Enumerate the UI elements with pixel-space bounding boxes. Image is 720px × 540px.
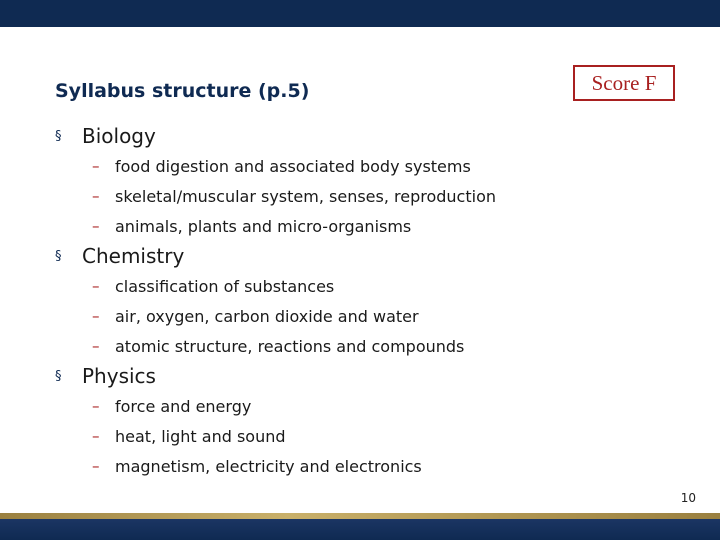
dash-icon: – (92, 397, 100, 415)
section-heading (55, 121, 695, 151)
section-bullet-icon: § (55, 128, 62, 144)
top-header-bar (0, 0, 720, 27)
list-item-text: atomic structure, reactions and compounds (115, 336, 465, 356)
section-chemistry (55, 241, 695, 361)
list-item-text: magnetism, electricity and electronics (115, 456, 422, 476)
sub-list (55, 151, 695, 241)
section-bullet-icon: § (55, 368, 62, 384)
dash-icon: – (92, 307, 100, 325)
list-item-text: animals, plants and micro-organisms (115, 216, 412, 236)
dash-icon: – (92, 427, 100, 445)
section-biology (55, 121, 695, 241)
list-item (55, 151, 695, 181)
list-item-text: force and energy (115, 396, 252, 416)
list-item (55, 331, 695, 361)
score-box (573, 65, 675, 101)
list-item (55, 391, 695, 421)
list-item-text: air, oxygen, carbon dioxide and water (115, 306, 419, 326)
dash-icon: – (92, 457, 100, 475)
dash-icon: – (92, 337, 100, 355)
list-item-text: skeletal/muscular system, senses, reproduction (115, 186, 496, 206)
list-item (55, 301, 695, 331)
sub-list (55, 271, 695, 361)
bottom-footer-band (0, 513, 720, 540)
dash-icon: – (92, 157, 100, 175)
section-label: Chemistry (82, 244, 185, 268)
section-label: Physics (82, 364, 156, 388)
slide-title: Syllabus structure (p.5) (55, 80, 310, 102)
list-item-text: heat, light and sound (115, 426, 286, 446)
section-bullet-icon: § (55, 248, 62, 264)
score-label: Score F (591, 70, 657, 95)
list-item-text: food digestion and associated body systems (115, 156, 471, 176)
list-item (55, 451, 695, 481)
dash-icon: – (92, 217, 100, 235)
dash-icon: – (92, 187, 100, 205)
sub-list (55, 391, 695, 481)
section-heading (55, 361, 695, 391)
navy-stripe (0, 519, 720, 540)
list-item-text: classification of substances (115, 276, 335, 296)
list-item (55, 421, 695, 451)
list-item (55, 181, 695, 211)
section-label: Biology (82, 124, 156, 148)
syllabus-content (55, 121, 695, 481)
list-item (55, 271, 695, 301)
section-physics (55, 361, 695, 481)
page-number: 10 (680, 491, 696, 505)
list-item (55, 211, 695, 241)
dash-icon: – (92, 277, 100, 295)
section-heading (55, 241, 695, 271)
